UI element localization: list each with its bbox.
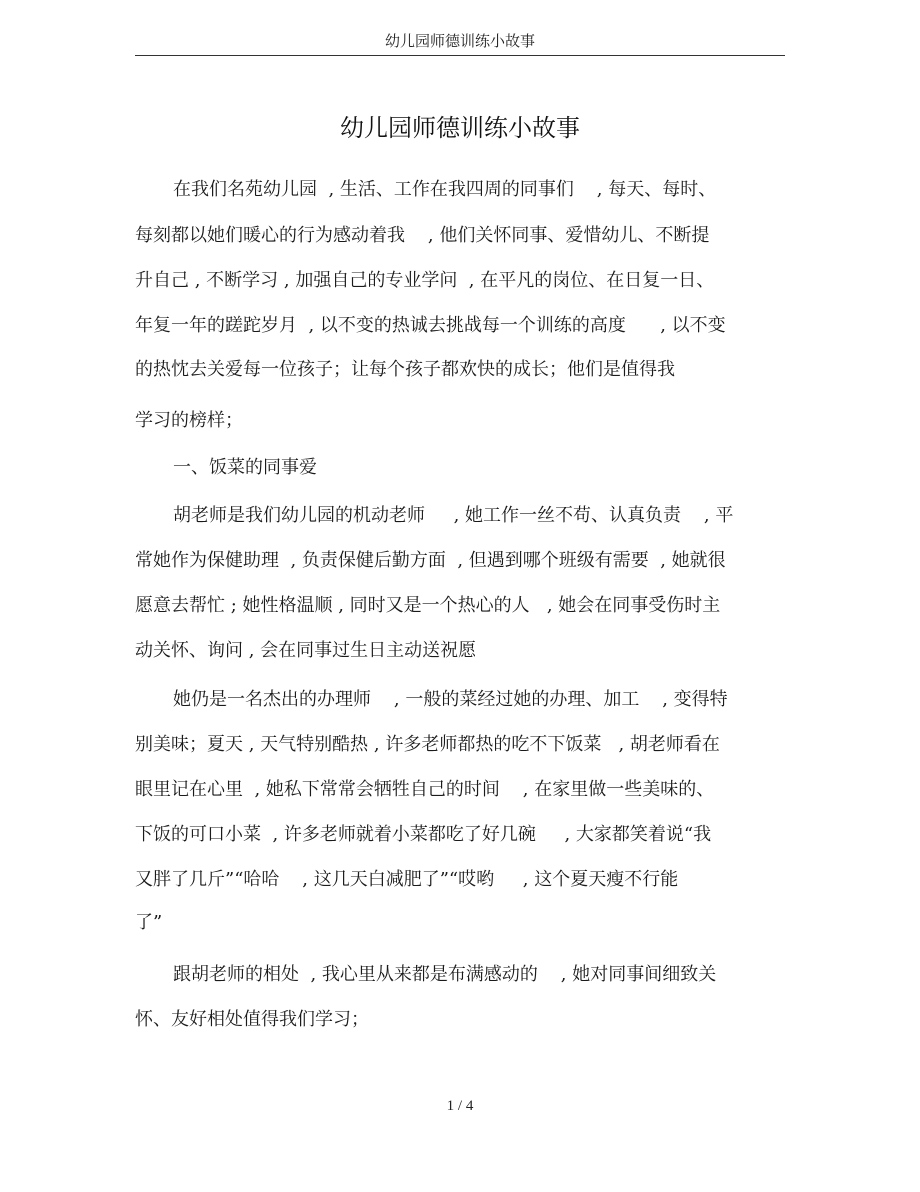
paragraph-line: 又胖了几斤”“哈哈 , 这几天白减肥了”“哎哟 , 这个夏天瘦不行能: [135, 869, 679, 890]
running-header: 幼儿园师德训练小故事: [384, 32, 535, 50]
header-divider: [135, 55, 785, 56]
page-title: 幼儿园师德训练小故事: [340, 114, 580, 142]
paragraph-line: 胡老师是我们幼儿园的机动老师 , 她工作一丝不苟、认真负责 , 平: [173, 505, 734, 526]
paragraph-line: 怀、友好相处值得我们学习；: [135, 1009, 369, 1030]
intro-line: 每刻都以她们暖心的行为感动着我 , 他们关怀同事、爱惜幼儿、不断提: [135, 225, 710, 246]
intro-line: 学习的榜样；: [135, 410, 243, 431]
paragraph-line: 她仍是一名杰出的办理师 , 一般的菜经过她的办理、加工 , 变得特: [173, 689, 728, 710]
paragraph-line: 眼里记在心里 , 她私下常常会牺牲自己的时间 , 在家里做一些美味的、: [135, 779, 715, 800]
section-heading: 一、饭菜的同事爱: [173, 457, 317, 478]
page-number: 1 / 4: [446, 1098, 474, 1114]
paragraph-line: 了”: [135, 912, 163, 933]
paragraph-line: 常她作为保健助理 , 负责保健后勤方面 , 但遇到哪个班级有需要 , 她就很: [135, 550, 726, 571]
intro-line: 的热忱去关爱每一位孩子；让每个孩子都欢快的成长；他们是值得我: [135, 359, 675, 380]
paragraph-line: 愿意去帮忙 ; 她性格温顺 , 同时又是一个热心的人 , 她会在同事受伤时主: [135, 595, 721, 616]
paragraph-line: 动关怀、询问 , 会在同事过生日主动送祝愿: [135, 640, 477, 661]
intro-line: 升自己 , 不断学习 , 加强自己的专业学问 , 在平凡的岗位、在日复一日、: [135, 270, 715, 291]
paragraph-line: 跟胡老师的相处 , 我心里从来都是布满感动的 , 她对同事间细致关: [173, 964, 717, 985]
intro-line: 年复一年的蹉跎岁月 , 以不变的热诚去挑战每一个训练的高度 , 以不变: [135, 315, 726, 336]
paragraph-line: 下饭的可口小菜 , 许多老师就着小菜都吃了好几碗 , 大家都笑着说“我: [135, 824, 712, 845]
intro-line: 在我们名苑幼儿园 , 生活、工作在我四周的同事们 , 每天、每时、: [173, 179, 717, 200]
paragraph-line: 别美味；夏天 , 天气特别酷热 , 许多老师都热的吃不下饭菜 , 胡老师看在: [135, 734, 720, 755]
